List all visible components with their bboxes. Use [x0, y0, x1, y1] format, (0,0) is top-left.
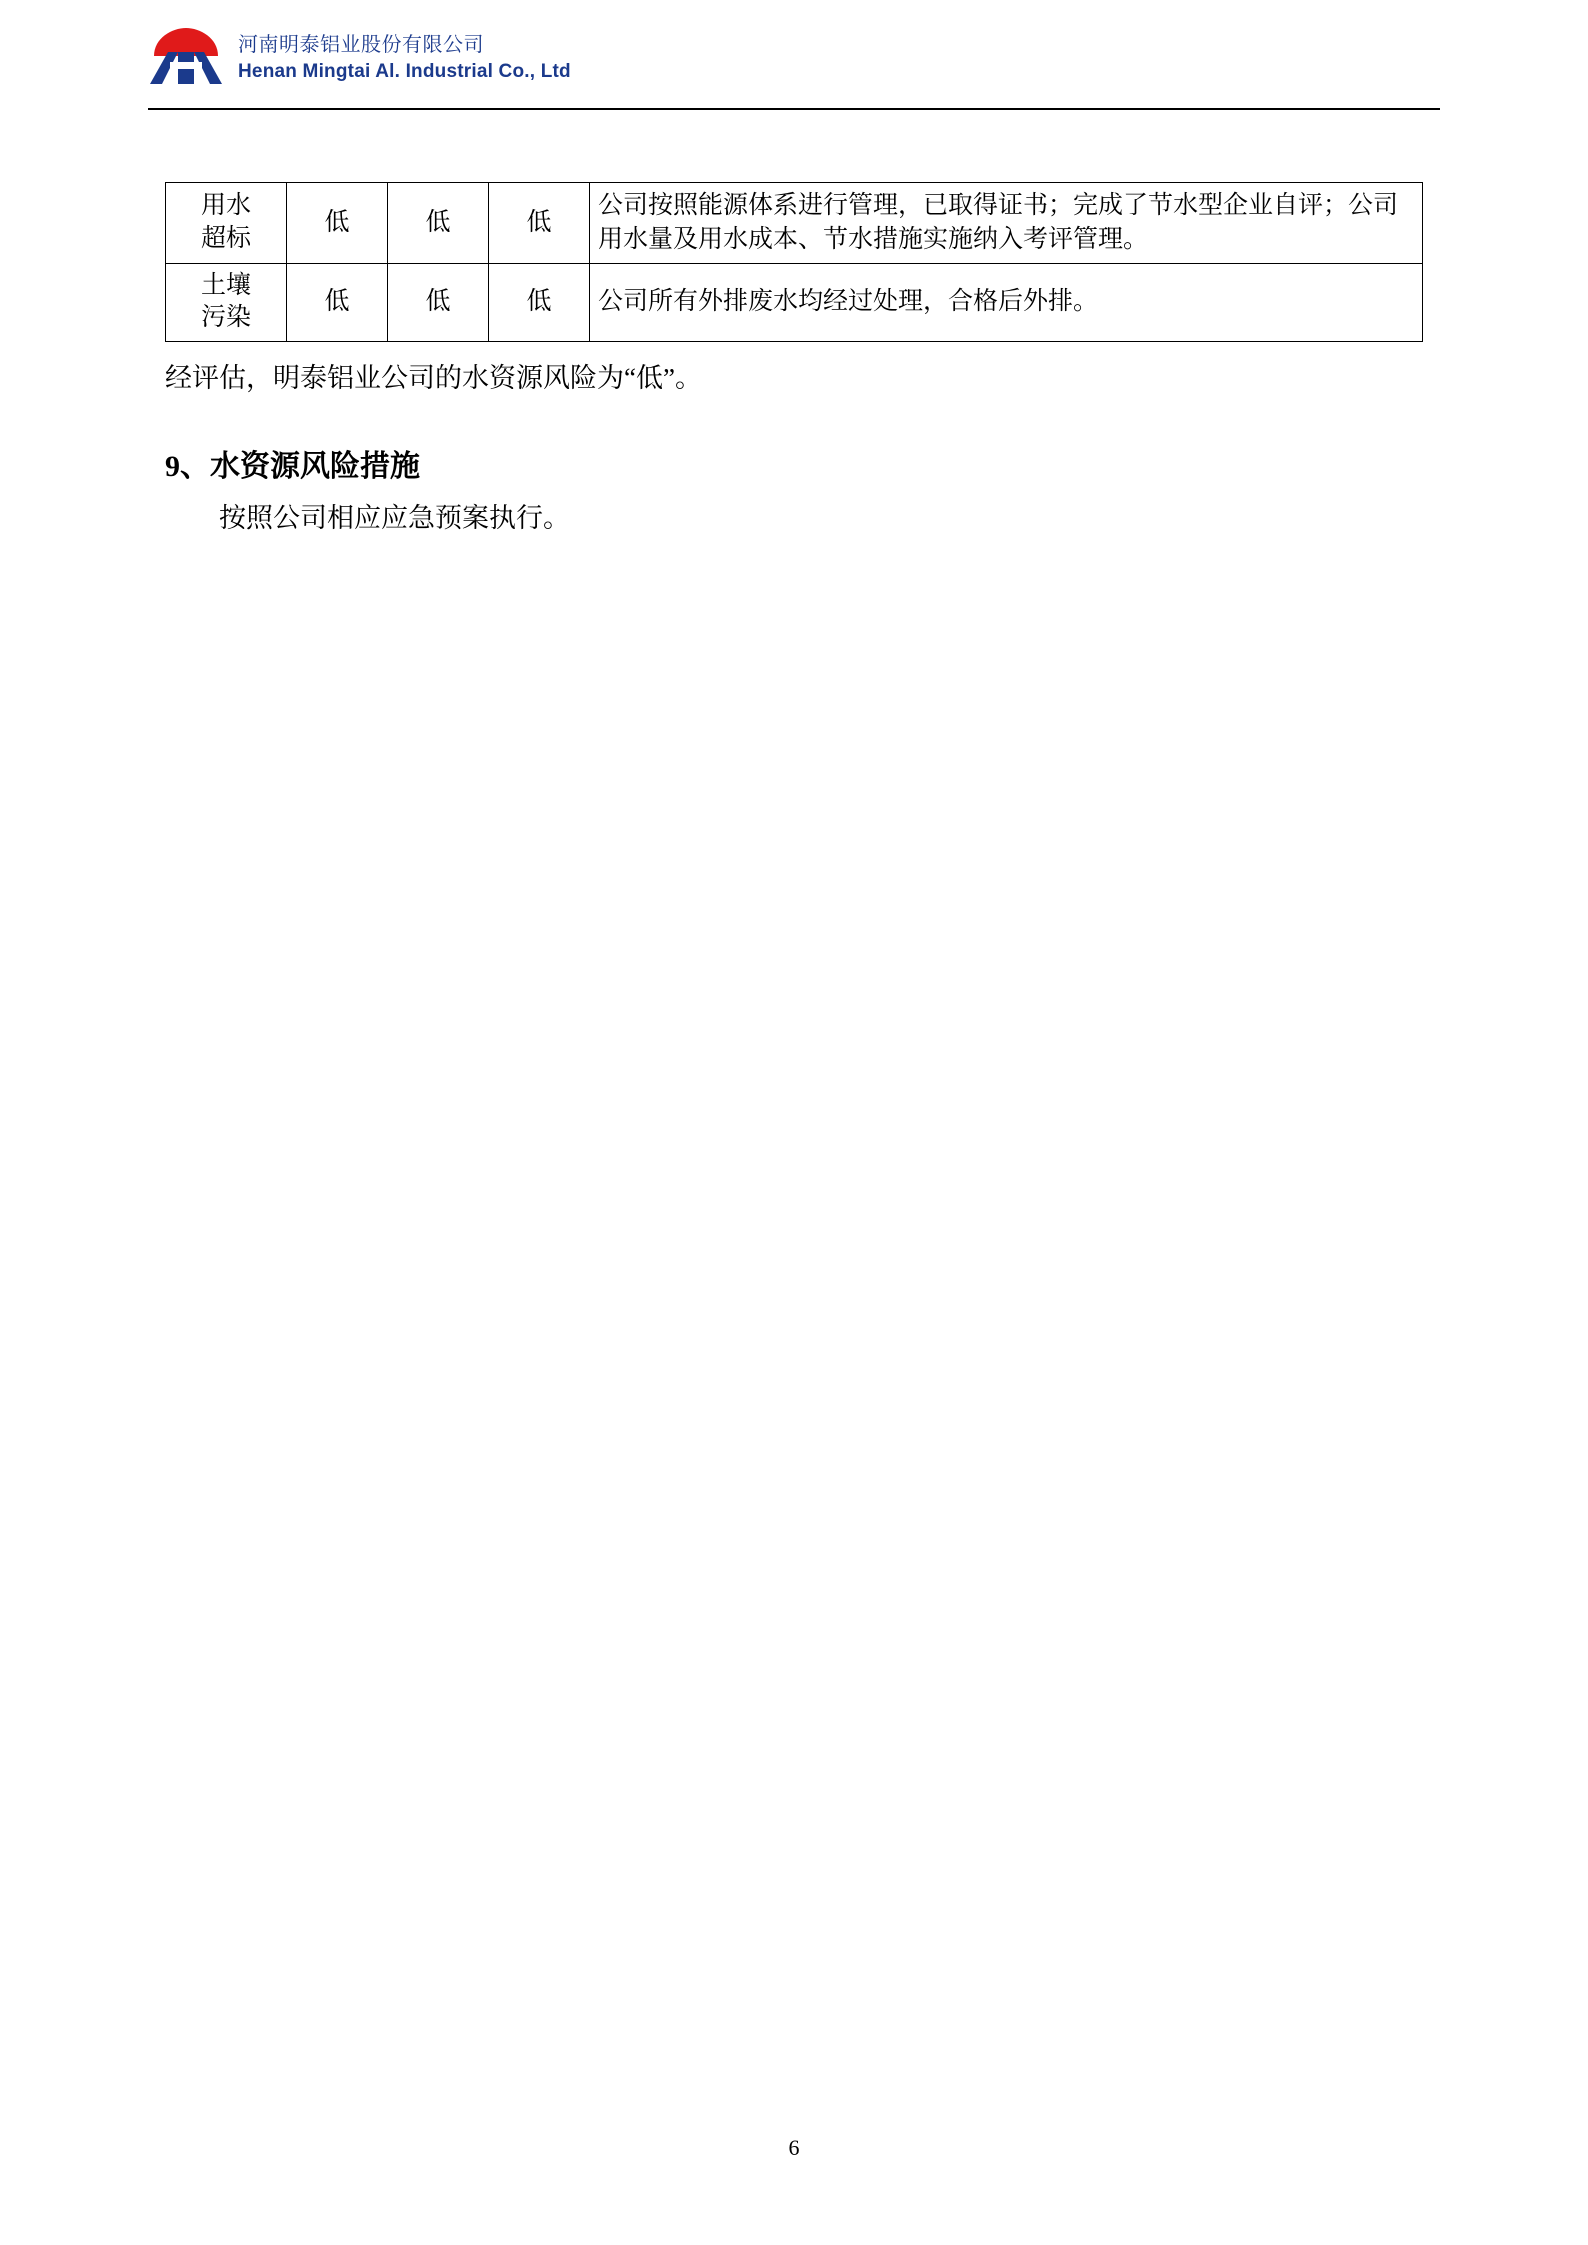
- company-name-cn: 河南明泰铝业股份有限公司: [238, 33, 484, 56]
- table-row: [166, 183, 1423, 264]
- risk-category-cell: [166, 263, 287, 341]
- risk-description: 公司所有外排废水均经过处理，合格后外排。: [590, 263, 1423, 341]
- page-footer: [0, 2135, 1588, 2161]
- company-name-block: [238, 32, 571, 83]
- risk-category-line2: 污染: [200, 304, 251, 331]
- page-number: 6: [788, 2135, 800, 2160]
- risk-score-3: 低: [489, 263, 590, 341]
- risk-description: 公司按照能源体系进行管理，已取得证书；完成了节水型企业自评；公司用水量及用水成本、节水措施实施纳入考评管理。: [590, 183, 1423, 264]
- risk-score-2: 低: [388, 263, 489, 341]
- page-header: [148, 18, 1440, 110]
- risk-score-1: 低: [287, 183, 388, 264]
- risk-category-line1: 土壤: [200, 271, 251, 299]
- risk-score-1: 低: [287, 263, 388, 341]
- conclusion-paragraph: 经评估，明泰铝业公司的水资源风险为“低”。: [165, 362, 702, 393]
- table-row: [166, 263, 1423, 341]
- risk-category-cell: [166, 183, 287, 264]
- risk-score-3: 低: [489, 183, 590, 264]
- page-content: [165, 182, 1423, 539]
- risk-category-line2: 超标: [200, 224, 251, 252]
- header-branding: [148, 18, 1440, 96]
- company-name-en: Henan Mingtai Al. Industrial Co., Ltd: [238, 60, 571, 82]
- water-risk-table: [165, 182, 1423, 342]
- section-heading: 9、水资源风险措施: [165, 450, 420, 483]
- risk-category-line1: 用水: [200, 192, 251, 220]
- section-body-paragraph: 按照公司相应应急预案执行。: [219, 503, 570, 533]
- risk-score-2: 低: [388, 183, 489, 264]
- mingtai-logo-icon: [148, 26, 224, 88]
- header-divider: [148, 108, 1440, 110]
